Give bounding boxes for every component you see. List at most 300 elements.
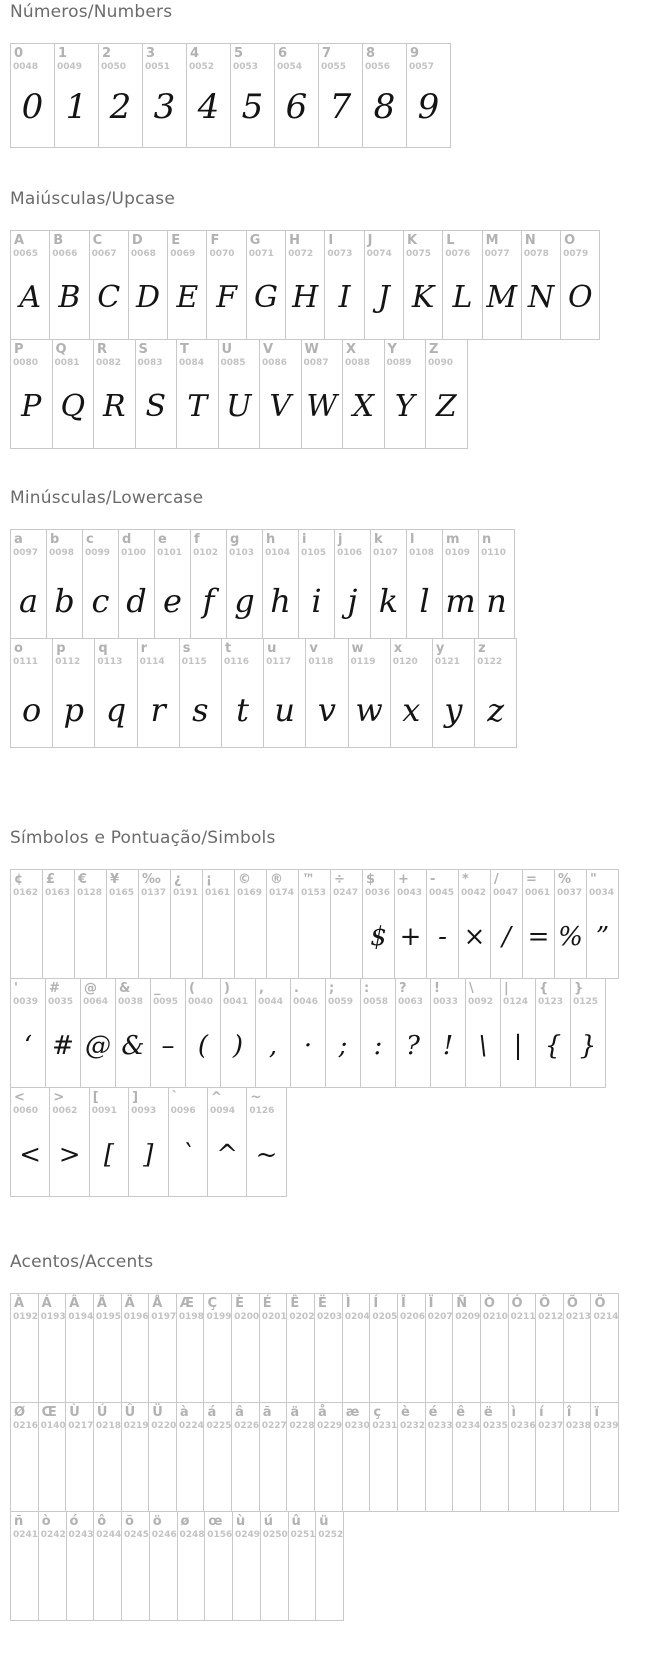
glyph-cell <box>395 978 431 1088</box>
cell-character-label: % <box>558 872 572 887</box>
cell-unicode-code: 0039 <box>13 997 39 1007</box>
glyph-cell <box>137 638 180 748</box>
cell-unicode-code: 0067 <box>91 249 117 259</box>
glyph-cell <box>508 1402 537 1512</box>
cell-unicode-code: 0083 <box>137 358 163 368</box>
cell-character-label: Â <box>69 1296 80 1311</box>
cell-glyph: U <box>226 389 252 424</box>
cell-character-label: ) <box>224 981 230 996</box>
cell-character-label: W <box>304 342 319 357</box>
glyph-cell <box>52 638 95 748</box>
cell-unicode-code: 0226 <box>234 1421 260 1431</box>
cell-unicode-code: 0043 <box>397 888 423 898</box>
cell-glyph: M <box>486 280 518 315</box>
cell-glyph: ] <box>143 1140 154 1170</box>
glyph-cell <box>259 1402 288 1512</box>
cell-character-label: Ï <box>428 1296 434 1311</box>
cell-glyph: , <box>268 1031 278 1061</box>
cell-glyph: > <box>58 1140 81 1170</box>
glyph-cell <box>128 1087 168 1197</box>
cell-glyph: Z <box>435 389 457 424</box>
glyph-cell <box>318 43 363 148</box>
cell-unicode-code: 0038 <box>118 997 144 1007</box>
cell-unicode-code: 0120 <box>392 657 418 667</box>
cell-unicode-code: 0071 <box>248 249 274 259</box>
cell-unicode-code: 0036 <box>365 888 391 898</box>
cell-glyph: A <box>19 280 41 315</box>
glyph-cell <box>74 869 107 979</box>
cell-unicode-code: 0209 <box>455 1312 481 1322</box>
glyph-cell <box>342 339 385 449</box>
glyph-cell <box>274 43 319 148</box>
cell-character-label: i <box>302 532 307 547</box>
glyph-cell <box>246 230 286 340</box>
cell-unicode-code: 0249 <box>235 1530 261 1540</box>
cell-character-label: | <box>504 981 509 996</box>
cell-character-label: f <box>194 532 200 547</box>
glyph-cell <box>93 1511 122 1621</box>
cell-unicode-code: 0110 <box>481 548 507 558</box>
cell-character-label: ï <box>594 1405 599 1420</box>
cell-character-label: Á <box>41 1296 52 1311</box>
cell-unicode-code: 0198 <box>178 1312 204 1322</box>
cell-glyph: ` <box>181 1140 195 1170</box>
cell-glyph: R <box>102 389 126 424</box>
section-title-uppercase: Maiúsculas/Upcase <box>10 189 175 209</box>
cell-unicode-code: 0085 <box>220 358 246 368</box>
glyph-cell <box>263 638 306 748</box>
cell-character-label: t <box>224 641 232 656</box>
glyph-cell <box>106 869 139 979</box>
glyph-cell <box>202 869 235 979</box>
cell-unicode-code: 0237 <box>538 1421 564 1431</box>
cell-character-label: w <box>351 641 364 656</box>
cell-unicode-code: 0230 <box>344 1421 370 1431</box>
cell-unicode-code: 0219 <box>123 1421 149 1431</box>
cell-unicode-code: 0200 <box>234 1312 260 1322</box>
glyph-cell <box>262 529 299 639</box>
cell-character-label: * <box>462 872 469 887</box>
cell-glyph: m <box>445 582 476 620</box>
cell-unicode-code: 0235 <box>482 1421 508 1431</box>
cell-glyph: Y <box>394 389 415 424</box>
cell-unicode-code: 0087 <box>303 358 329 368</box>
cell-glyph: ~ <box>255 1140 278 1170</box>
cell-unicode-code: 0107 <box>373 548 399 558</box>
glyph-row <box>10 638 661 748</box>
glyph-cell <box>115 978 151 1088</box>
cell-character-label: Ù <box>69 1405 80 1420</box>
cell-unicode-code: 0081 <box>54 358 80 368</box>
cell-character-label: g <box>230 532 240 547</box>
cell-glyph: f <box>202 582 215 620</box>
cell-glyph: 4 <box>197 87 220 127</box>
cell-unicode-code: 0251 <box>290 1530 316 1540</box>
cell-character-label: Ç <box>207 1296 218 1311</box>
glyph-cell <box>535 1402 564 1512</box>
cell-character-label: 0 <box>14 46 24 61</box>
cell-unicode-code: 0241 <box>13 1530 39 1540</box>
cell-unicode-code: 0156 <box>207 1530 233 1540</box>
glyph-cell <box>93 1293 122 1403</box>
glyph-cell <box>89 230 129 340</box>
section-lowercase <box>10 488 661 748</box>
section-symbols <box>10 828 661 1197</box>
cell-character-label: K <box>406 233 418 248</box>
cell-character-label: " <box>590 872 597 887</box>
cell-unicode-code: 0238 <box>565 1421 591 1431</box>
glyph-cell <box>168 1087 208 1197</box>
cell-character-label: ¢ <box>14 872 24 887</box>
glyph-cell <box>397 1293 426 1403</box>
cell-glyph: % <box>558 922 583 952</box>
cell-character-label: â <box>235 1405 244 1420</box>
cell-unicode-code: 0228 <box>289 1421 315 1431</box>
glyph-cell <box>563 1402 592 1512</box>
glyph-cell <box>10 43 55 148</box>
glyph-row <box>10 869 661 979</box>
cell-unicode-code: 0196 <box>123 1312 149 1322</box>
cell-unicode-code: 0117 <box>266 657 292 667</box>
cell-glyph: B <box>58 280 81 315</box>
section-title-numbers: Números/Numbers <box>10 2 173 22</box>
cell-character-label: - <box>430 872 436 887</box>
cell-glyph: | <box>513 1031 523 1061</box>
glyph-cell <box>65 1402 94 1512</box>
glyph-cell <box>301 339 344 449</box>
cell-glyph: @ <box>85 1031 111 1061</box>
cell-character-label: 9 <box>410 46 420 61</box>
glyph-cell <box>135 339 178 449</box>
cell-character-label: # <box>49 981 60 996</box>
cell-unicode-code: 0192 <box>13 1312 39 1322</box>
cell-character-label: v <box>309 641 318 656</box>
cell-glyph: i <box>311 582 322 620</box>
cell-glyph: 7 <box>329 87 352 127</box>
cell-character-label: + <box>398 872 409 887</box>
cell-glyph: \ <box>478 1031 488 1061</box>
cell-unicode-code: 0236 <box>510 1421 536 1431</box>
cell-character-label: û <box>291 1514 301 1529</box>
cell-character-label: ' <box>14 981 18 996</box>
cell-character-label: , <box>259 981 264 996</box>
glyph-row <box>10 1293 661 1403</box>
cell-unicode-code: 0216 <box>13 1421 39 1431</box>
glyph-grid-lowercase <box>10 529 661 748</box>
cell-character-label: Ô <box>539 1296 551 1311</box>
glyph-cell <box>176 339 219 449</box>
cell-unicode-code: 0086 <box>262 358 288 368</box>
cell-unicode-code: 0197 <box>151 1312 177 1322</box>
cell-character-label: ¡ <box>206 872 212 887</box>
cell-character-label: / <box>494 872 499 887</box>
glyph-cell <box>45 978 81 1088</box>
cell-glyph: l <box>419 582 430 620</box>
glyph-cell <box>49 1087 89 1197</box>
cell-unicode-code: 0109 <box>445 548 471 558</box>
cell-character-label: ` <box>171 1090 179 1105</box>
cell-character-label: E <box>171 233 181 248</box>
cell-character-label: 6 <box>278 46 288 61</box>
glyph-cell <box>286 1293 315 1403</box>
cell-unicode-code: 0102 <box>193 548 219 558</box>
glyph-cell <box>10 638 53 748</box>
cell-unicode-code: 0052 <box>189 62 215 72</box>
cell-unicode-code: 0076 <box>445 249 471 259</box>
cell-unicode-code: 0094 <box>209 1106 236 1116</box>
glyph-cell <box>314 1293 343 1403</box>
cell-glyph: I <box>338 280 351 315</box>
cell-character-label: ô <box>97 1514 107 1529</box>
cell-unicode-code: 0066 <box>52 249 78 259</box>
cell-unicode-code: 0191 <box>173 888 199 898</box>
glyph-cell <box>586 869 619 979</box>
cell-glyph: u <box>274 691 296 729</box>
glyph-cell <box>315 1511 344 1621</box>
glyph-cell <box>554 869 587 979</box>
glyph-cell <box>49 230 89 340</box>
cell-character-label: ] <box>132 1090 139 1105</box>
cell-character-label: X <box>346 342 357 357</box>
glyph-cell <box>10 230 50 340</box>
glyph-cell <box>10 1511 39 1621</box>
cell-character-label: Å <box>152 1296 163 1311</box>
glyph-cell <box>522 869 555 979</box>
cell-character-label: Æ <box>179 1296 194 1311</box>
cell-unicode-code: 0124 <box>503 997 529 1007</box>
glyph-cell <box>66 1511 95 1621</box>
cell-character-label: Ñ <box>456 1296 468 1311</box>
cell-character-label: . <box>294 981 299 996</box>
cell-unicode-code: 0206 <box>399 1312 426 1322</box>
cell-character-label: Y <box>387 342 397 357</box>
cell-glyph: # <box>52 1031 74 1061</box>
cell-unicode-code: 0055 <box>321 62 347 72</box>
cell-unicode-code: 0089 <box>386 358 412 368</box>
cell-unicode-code: 0104 <box>265 548 291 558</box>
glyph-cell <box>154 529 191 639</box>
cell-unicode-code: 0123 <box>538 997 564 1007</box>
glyph-cell <box>259 339 302 449</box>
cell-unicode-code: 0056 <box>365 62 391 72</box>
cell-unicode-code: 0245 <box>124 1530 150 1540</box>
cell-unicode-code: 0244 <box>96 1530 122 1540</box>
cell-character-label: e <box>158 532 167 547</box>
cell-character-label: A <box>14 233 25 248</box>
cell-character-label: ! <box>434 981 440 996</box>
cell-character-label: { <box>539 981 549 996</box>
glyph-cell <box>458 869 491 979</box>
cell-glyph: [ <box>103 1140 115 1170</box>
cell-character-label: U <box>221 342 233 357</box>
cell-unicode-code: 0137 <box>141 888 167 898</box>
glyph-cell <box>465 978 501 1088</box>
cell-glyph: ; <box>338 1031 348 1061</box>
glyph-cell <box>10 1087 50 1197</box>
cell-glyph: x <box>402 691 421 729</box>
cell-glyph: < <box>19 1140 42 1170</box>
cell-unicode-code: 0042 <box>461 888 487 898</box>
cell-unicode-code: 0090 <box>428 358 454 368</box>
glyph-cell <box>425 1293 454 1403</box>
cell-glyph: P <box>21 389 42 424</box>
cell-character-label: y <box>435 641 445 656</box>
glyph-cell <box>432 638 475 748</box>
cell-unicode-code: 0082 <box>96 358 122 368</box>
glyph-cell <box>442 529 479 639</box>
cell-unicode-code: 0163 <box>45 888 71 898</box>
glyph-row <box>10 230 661 340</box>
cell-character-label: u <box>267 641 277 656</box>
cell-character-label: a <box>14 532 23 547</box>
cell-unicode-code: 0125 <box>573 997 599 1007</box>
glyph-cell <box>167 230 207 340</box>
glyph-cell <box>10 1402 39 1512</box>
cell-glyph: $ <box>370 922 387 952</box>
glyph-cell <box>121 1511 150 1621</box>
cell-glyph: G <box>253 280 278 315</box>
cell-glyph: y <box>444 691 463 729</box>
section-title-accents: Acentos/Accents <box>10 1252 154 1272</box>
cell-character-label: ‰ <box>142 872 161 887</box>
glyph-cell <box>148 1402 177 1512</box>
cell-character-label: Ã <box>96 1296 107 1311</box>
cell-unicode-code: 0212 <box>538 1312 564 1322</box>
glyph-cell <box>176 1293 205 1403</box>
glyph-cell <box>348 638 391 748</box>
glyph-cell <box>384 339 427 449</box>
cell-character-label: = <box>526 872 537 887</box>
cell-character-label: Û <box>124 1405 136 1420</box>
glyph-cell <box>406 529 443 639</box>
cell-unicode-code: 0233 <box>427 1421 453 1431</box>
cell-unicode-code: 0092 <box>468 997 494 1007</box>
glyph-cell <box>480 1402 509 1512</box>
glyph-cell <box>10 339 53 449</box>
cell-unicode-code: 0234 <box>455 1421 481 1431</box>
glyph-cell <box>93 1402 122 1512</box>
cell-glyph: z <box>487 691 505 729</box>
cell-unicode-code: 0084 <box>179 358 205 368</box>
cell-character-label: P <box>14 342 24 357</box>
cell-glyph: t <box>236 691 249 729</box>
cell-unicode-code: 0051 <box>145 62 171 72</box>
cell-unicode-code: 0119 <box>350 657 376 667</box>
cell-unicode-code: 0246 <box>151 1530 177 1540</box>
cell-character-label: ö <box>152 1514 162 1529</box>
cell-character-label: N <box>524 233 536 248</box>
cell-glyph: d <box>126 582 147 620</box>
glyph-cell <box>218 339 261 449</box>
glyph-cell <box>203 1293 232 1403</box>
glyph-cell <box>10 1293 39 1403</box>
cell-unicode-code: 0203 <box>317 1312 343 1322</box>
glyph-cell <box>342 1402 371 1512</box>
cell-unicode-code: 0225 <box>206 1421 232 1431</box>
cell-glyph: n <box>486 582 507 620</box>
cell-glyph: 3 <box>153 87 176 127</box>
cell-character-label: x <box>393 641 403 656</box>
cell-character-label: & <box>119 981 131 996</box>
cell-character-label: ã <box>262 1405 272 1420</box>
cell-unicode-code: 0112 <box>55 657 81 667</box>
character-map <box>10 2 661 1621</box>
cell-glyph: X <box>352 389 374 424</box>
cell-character-label: ( <box>189 981 195 996</box>
cell-character-label: Ø <box>14 1405 26 1420</box>
glyph-row <box>10 529 661 639</box>
cell-character-label: ú <box>263 1514 274 1529</box>
glyph-cell <box>121 1402 150 1512</box>
cell-glyph: 0 <box>21 87 44 127</box>
cell-character-label: ù <box>236 1514 246 1529</box>
glyph-cell <box>442 230 482 340</box>
glyph-cell <box>590 1402 619 1512</box>
glyph-cell <box>54 43 99 148</box>
glyph-cell <box>142 43 187 148</box>
glyph-row <box>10 1511 661 1621</box>
cell-character-label: ¿ <box>174 872 182 887</box>
cell-unicode-code: 0078 <box>523 249 549 259</box>
cell-unicode-code: 0205 <box>372 1312 398 1322</box>
cell-character-label: I <box>328 233 334 248</box>
cell-character-label: _ <box>154 981 161 996</box>
cell-character-label: ~ <box>250 1090 262 1105</box>
glyph-cell <box>563 1293 592 1403</box>
cell-character-label: Í <box>373 1296 379 1311</box>
glyph-cell <box>590 1293 619 1403</box>
glyph-cell <box>362 869 395 979</box>
glyph-cell <box>170 869 203 979</box>
glyph-cell <box>560 230 600 340</box>
cell-unicode-code: 0103 <box>229 548 255 558</box>
cell-character-label: k <box>374 532 383 547</box>
cell-unicode-code: 0096 <box>170 1106 196 1116</box>
cell-unicode-code: 0239 <box>593 1421 619 1431</box>
cell-unicode-code: 0213 <box>565 1312 591 1322</box>
cell-character-label: À <box>14 1296 25 1311</box>
glyph-cell <box>298 529 335 639</box>
cell-unicode-code: 0070 <box>209 249 235 259</box>
cell-character-label: È <box>235 1296 245 1311</box>
cell-unicode-code: 0195 <box>95 1312 121 1322</box>
section-title-lowercase: Minúsculas/Lowercase <box>10 488 204 508</box>
cell-character-label: ê <box>456 1405 466 1420</box>
cell-glyph: g <box>234 582 255 620</box>
cell-unicode-code: 0095 <box>153 997 179 1007</box>
cell-glyph: 5 <box>241 87 264 127</box>
glyph-cell <box>430 978 466 1088</box>
glyph-cell <box>260 1511 289 1621</box>
cell-character-label: D <box>131 233 143 248</box>
cell-character-label: ÷ <box>334 872 345 887</box>
cell-glyph: & <box>121 1031 145 1061</box>
cell-unicode-code: 0046 <box>293 997 319 1007</box>
glyph-cell <box>190 529 227 639</box>
cell-glyph: C <box>97 280 121 315</box>
cell-unicode-code: 0204 <box>344 1312 370 1322</box>
cell-glyph: = <box>527 922 550 952</box>
cell-character-label: l <box>410 532 415 547</box>
cell-character-label: d <box>122 532 132 547</box>
cell-character-label: 2 <box>102 46 112 61</box>
cell-unicode-code: 0088 <box>345 358 371 368</box>
cell-unicode-code: 0064 <box>83 997 109 1007</box>
glyph-cell <box>474 638 517 748</box>
cell-unicode-code: 0069 <box>170 249 196 259</box>
cell-character-label: > <box>53 1090 65 1105</box>
glyph-cell <box>221 638 264 748</box>
